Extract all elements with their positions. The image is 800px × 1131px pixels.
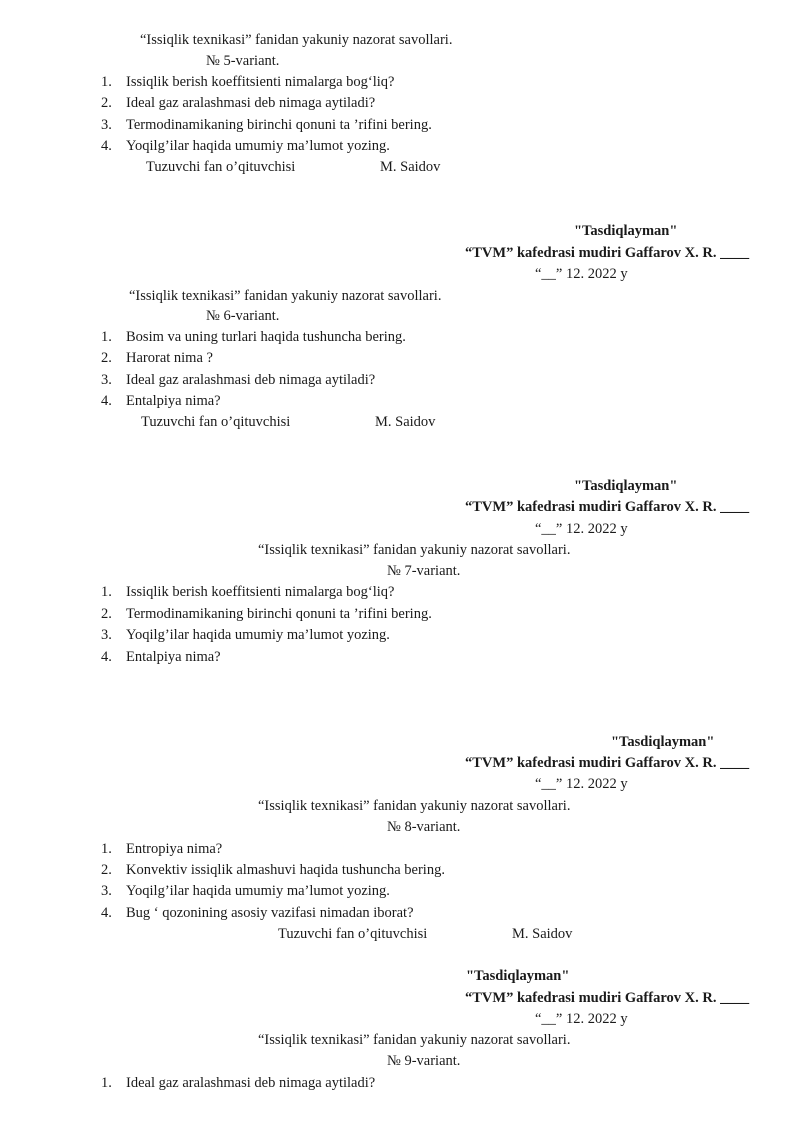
question-text: Bug ‘ qozonining asosiy vazifasi nimadan iborat? bbox=[126, 905, 414, 921]
question-text: Yoqilg’ilar haqida umumiy ma’lumot yozing. bbox=[126, 138, 390, 154]
question-number: 1. bbox=[101, 74, 112, 90]
question-item bbox=[101, 94, 375, 112]
question-item bbox=[101, 861, 445, 879]
department-head: “TVM” kafedrasi mudiri Gaffarov X. R. ____ bbox=[465, 755, 750, 771]
approval-date: “__” 12. 2022 y bbox=[535, 266, 628, 282]
question-item bbox=[101, 73, 394, 91]
question-text: Termodinamikaning birinchi qonuni ta ’rifini bering. bbox=[126, 606, 432, 622]
question-item bbox=[101, 328, 406, 346]
exam-title: “Issiqlik texnikasi” fanidan yakuniy nazorat savollari. bbox=[258, 1032, 571, 1048]
question-item bbox=[101, 371, 375, 389]
question-number: 1. bbox=[101, 584, 112, 600]
department-head: “TVM” kafedrasi mudiri Gaffarov X. R. ____ bbox=[465, 990, 750, 1006]
question-text: Entropiya nima? bbox=[126, 841, 223, 857]
question-item bbox=[101, 116, 432, 134]
question-text: Yoqilg’ilar haqida umumiy ma’lumot yozing. bbox=[126, 627, 390, 643]
variant-number: № 5-variant. bbox=[206, 53, 280, 69]
question-text: Konvektiv issiqlik almashuvi haqida tushuncha bering. bbox=[126, 862, 445, 878]
approval-date: “__” 12. 2022 y bbox=[535, 521, 628, 537]
question-text: Entalpiya nima? bbox=[126, 393, 221, 409]
question-text: Entalpiya nima? bbox=[126, 649, 221, 665]
question-item bbox=[101, 626, 390, 644]
approval-heading: "Tasdiqlayman" bbox=[466, 968, 570, 984]
question-number: 1. bbox=[101, 1075, 112, 1091]
question-item bbox=[101, 349, 213, 367]
exam-title: “Issiqlik texnikasi” fanidan yakuniy nazorat savollari. bbox=[258, 542, 571, 558]
variant-number: № 6-variant. bbox=[206, 308, 280, 324]
question-item bbox=[101, 882, 390, 900]
question-text: Harorat nima ? bbox=[126, 350, 213, 366]
department-head: “TVM” kafedrasi mudiri Gaffarov X. R. ____ bbox=[465, 245, 750, 261]
variant-number: № 7-variant. bbox=[387, 563, 461, 579]
approval-heading: "Tasdiqlayman" bbox=[574, 478, 678, 494]
question-number: 3. bbox=[101, 883, 112, 899]
question-number: 2. bbox=[101, 350, 112, 366]
exam-title: “Issiqlik texnikasi” fanidan yakuniy nazorat savollari. bbox=[129, 288, 442, 304]
question-text: Bosim va uning turlari haqida tushuncha bering. bbox=[126, 329, 406, 345]
question-item bbox=[101, 583, 394, 601]
approval-date: “__” 12. 2022 y bbox=[535, 1011, 628, 1027]
compiler-label: Tuzuvchi fan o’qituvchisi bbox=[278, 926, 428, 942]
question-text: Termodinamikaning birinchi qonuni ta ’rifini bering. bbox=[126, 117, 432, 133]
question-number: 4. bbox=[101, 649, 112, 665]
exam-title: “Issiqlik texnikasi” fanidan yakuniy nazorat savollari. bbox=[258, 798, 571, 814]
question-number: 4. bbox=[101, 393, 112, 409]
approval-heading: "Tasdiqlayman" bbox=[611, 734, 715, 750]
question-text: Issiqlik berish koeffitsienti nimalarga bog‘liq? bbox=[126, 74, 395, 90]
question-number: 2. bbox=[101, 95, 112, 111]
question-item bbox=[101, 392, 221, 410]
compiler-name: M. Saidov bbox=[375, 414, 436, 430]
question-item bbox=[101, 840, 222, 858]
question-item bbox=[101, 1074, 375, 1092]
question-number: 4. bbox=[101, 905, 112, 921]
question-text: Ideal gaz aralashmasi deb nimaga aytiladi? bbox=[126, 95, 376, 111]
question-text: Ideal gaz aralashmasi deb nimaga aytiladi? bbox=[126, 1075, 376, 1091]
question-text: Issiqlik berish koeffitsienti nimalarga bog‘liq? bbox=[126, 584, 395, 600]
question-item bbox=[101, 904, 414, 922]
question-item bbox=[101, 648, 221, 666]
question-number: 3. bbox=[101, 117, 112, 133]
question-text: Ideal gaz aralashmasi deb nimaga aytiladi? bbox=[126, 372, 376, 388]
question-number: 1. bbox=[101, 841, 112, 857]
question-number: 2. bbox=[101, 606, 112, 622]
question-number: 3. bbox=[101, 372, 112, 388]
question-number: 2. bbox=[101, 862, 112, 878]
compiler-name: M. Saidov bbox=[380, 159, 441, 175]
compiler-name: M. Saidov bbox=[512, 926, 573, 942]
approval-heading: "Tasdiqlayman" bbox=[574, 223, 678, 239]
question-item bbox=[101, 605, 432, 623]
question-item bbox=[101, 137, 390, 155]
variant-number: № 8-variant. bbox=[387, 819, 461, 835]
question-number: 1. bbox=[101, 329, 112, 345]
approval-date: “__” 12. 2022 y bbox=[535, 776, 628, 792]
variant-number: № 9-variant. bbox=[387, 1053, 461, 1069]
compiler-label: Tuzuvchi fan o’qituvchisi bbox=[146, 159, 296, 175]
department-head: “TVM” kafedrasi mudiri Gaffarov X. R. ____ bbox=[465, 499, 750, 515]
compiler-label: Tuzuvchi fan o’qituvchisi bbox=[141, 414, 291, 430]
question-number: 4. bbox=[101, 138, 112, 154]
exam-title: “Issiqlik texnikasi” fanidan yakuniy nazorat savollari. bbox=[140, 32, 453, 48]
question-text: Yoqilg’ilar haqida umumiy ma’lumot yozing. bbox=[126, 883, 390, 899]
question-number: 3. bbox=[101, 627, 112, 643]
